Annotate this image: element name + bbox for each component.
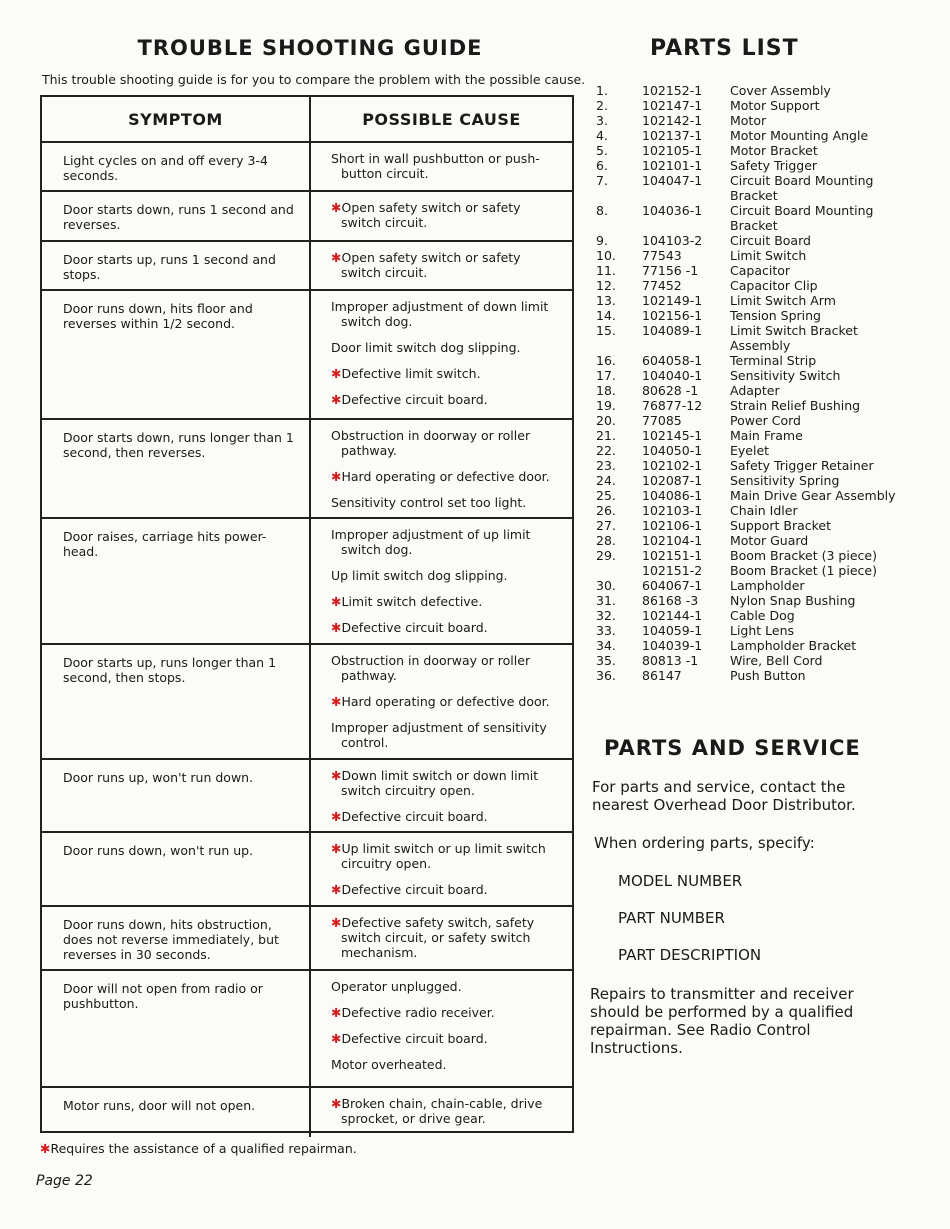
part-description: Motor Bracket	[730, 143, 818, 158]
part-description: Sensitivity Switch	[730, 368, 841, 383]
cause-text: Limit switch defective.	[341, 594, 483, 609]
part-index: 5.	[596, 143, 608, 158]
part-description: Nylon Snap Bushing	[730, 593, 856, 608]
cause-text: Hard operating or defective door.	[341, 469, 550, 484]
cause-cell	[311, 971, 572, 1086]
part-description: Tension Spring	[730, 308, 821, 323]
part-index: 36.	[596, 668, 616, 683]
list-item	[596, 428, 896, 443]
list-item	[596, 443, 896, 458]
part-index: 35.	[596, 653, 616, 668]
part-description: Light Lens	[730, 623, 795, 638]
list-item	[596, 473, 896, 488]
cause-text: Defective limit switch.	[341, 366, 481, 381]
part-index: 20.	[596, 413, 616, 428]
table-row	[42, 760, 572, 833]
part-description: Boom Bracket (1 piece)	[730, 563, 877, 578]
cause-item	[331, 340, 560, 355]
cause-text: Door limit switch dog slipping.	[331, 340, 521, 355]
cause-item	[331, 694, 560, 709]
part-number: 102147-1	[642, 98, 703, 113]
part-description: Circuit Board Mounting Bracket	[730, 203, 874, 233]
part-index: 9.	[596, 233, 608, 248]
cause-text: Broken chain, chain-cable, drive sprocket, or drive gear.	[341, 1096, 543, 1126]
part-index: 1.	[596, 83, 608, 98]
part-index: 6.	[596, 158, 608, 173]
cause-item	[331, 527, 560, 557]
part-number: 104040-1	[642, 368, 703, 383]
symptom-column-header: SYMPTOM	[42, 97, 311, 141]
symptom-cell: Door runs down, hits obstruction, does not reverse immediately, but reverses in 30 seconds.	[42, 907, 311, 969]
parts-service-contact: For parts and service, contact the nearest Overhead Door Distributor.	[592, 778, 856, 814]
asterisk-icon: ✱	[331, 915, 342, 930]
part-number: 102137-1	[642, 128, 703, 143]
list-item	[596, 98, 896, 113]
part-index: 30.	[596, 578, 616, 593]
troubleshooting-title: TROUBLE SHOOTING GUIDE	[137, 36, 483, 60]
cause-text: Hard operating or defective door.	[341, 694, 550, 709]
parts-service-title: PARTS AND SERVICE	[604, 736, 861, 760]
part-index: 32.	[596, 608, 616, 623]
list-item	[596, 128, 896, 143]
list-item	[596, 308, 896, 323]
list-item	[596, 233, 896, 248]
part-number: 102151-1	[642, 548, 703, 563]
asterisk-icon: ✱	[40, 1141, 51, 1156]
symptom-cell: Door runs down, hits floor and reverses within 1/2 second.	[42, 291, 311, 418]
cause-item	[331, 392, 560, 407]
part-description: Limit Switch	[730, 248, 807, 263]
part-number: 102087-1	[642, 473, 703, 488]
asterisk-icon: ✱	[331, 841, 342, 856]
troubleshooting-table	[40, 95, 574, 1133]
part-number: 102105-1	[642, 143, 703, 158]
table-row	[42, 907, 572, 971]
part-number: 102151-2	[642, 563, 703, 578]
part-description: Motor	[730, 113, 767, 128]
troubleshooting-intro: This trouble shooting guide is for you to compare the problem with the possible cause.	[42, 72, 586, 87]
list-item	[596, 458, 896, 473]
asterisk-icon: ✱	[331, 469, 342, 484]
cause-item	[331, 979, 560, 994]
part-description: Limit Switch Arm	[730, 293, 836, 308]
part-index: 23.	[596, 458, 616, 473]
part-number: 102102-1	[642, 458, 703, 473]
part-index: 2.	[596, 98, 608, 113]
part-number: 604067-1	[642, 578, 703, 593]
asterisk-icon: ✱	[331, 809, 342, 824]
cause-item	[331, 882, 560, 897]
part-index: 7.	[596, 173, 608, 188]
part-number: 80628 -1	[642, 383, 699, 398]
part-number: 77543	[642, 248, 682, 263]
part-description: Support Bracket	[730, 518, 832, 533]
part-number: 104036-1	[642, 203, 703, 218]
cause-text: Improper adjustment of down limit switch dog.	[331, 299, 549, 329]
list-item	[596, 503, 896, 518]
asterisk-icon: ✱	[331, 620, 342, 635]
cause-item	[331, 809, 560, 824]
part-index: 25.	[596, 488, 616, 503]
symptom-cell: Door starts down, runs 1 second and reverses.	[42, 192, 311, 240]
cause-item	[331, 151, 560, 181]
spec-part-number: PART NUMBER	[618, 909, 725, 927]
list-item	[596, 488, 896, 503]
part-index: 34.	[596, 638, 616, 653]
page-number: Page 22	[36, 1173, 93, 1189]
list-item	[596, 173, 896, 203]
part-number: 77452	[642, 278, 682, 293]
cause-item	[331, 495, 560, 510]
part-description: Power Cord	[730, 413, 801, 428]
parts-list	[596, 83, 896, 683]
cause-text: Defective circuit board.	[341, 392, 488, 407]
part-description: Circuit Board Mounting Bracket	[730, 173, 874, 203]
part-index: 27.	[596, 518, 616, 533]
table-header	[42, 97, 572, 143]
symptom-cell: Door starts up, runs 1 second and stops.	[42, 242, 311, 289]
footnote-text: Requires the assistance of a qualified repairman.	[50, 1141, 357, 1156]
part-description: Eyelet	[730, 443, 770, 458]
table-row	[42, 833, 572, 907]
cause-text: Obstruction in doorway or roller pathway.	[331, 428, 531, 458]
part-description: Strain Relief Bushing	[730, 398, 861, 413]
list-item	[596, 668, 896, 683]
cause-cell	[311, 519, 572, 643]
part-number: 104103-2	[642, 233, 703, 248]
part-index: 17.	[596, 368, 616, 383]
asterisk-icon: ✱	[331, 882, 342, 897]
cause-cell	[311, 420, 572, 517]
footnote	[40, 1141, 357, 1156]
part-number: 102106-1	[642, 518, 703, 533]
part-description: Capacitor Clip	[730, 278, 818, 293]
cause-item	[331, 428, 560, 458]
part-description: Lampholder Bracket	[730, 638, 857, 653]
part-description: Cable Dog	[730, 608, 795, 623]
cause-item	[331, 200, 560, 230]
table-row	[42, 291, 572, 420]
table-row	[42, 519, 572, 645]
list-item	[596, 158, 896, 173]
part-description: Motor Support	[730, 98, 820, 113]
part-description: Adapter	[730, 383, 780, 398]
part-number: 80813 -1	[642, 653, 699, 668]
cause-text: Down limit switch or down limit switch circuitry open.	[341, 768, 539, 798]
cause-text: Defective circuit board.	[341, 1031, 488, 1046]
table-row	[42, 645, 572, 760]
asterisk-icon: ✱	[331, 250, 342, 265]
part-description: Safety Trigger	[730, 158, 818, 173]
cause-item	[331, 620, 560, 635]
part-description: Cover Assembly	[730, 83, 831, 98]
part-number: 104089-1	[642, 323, 703, 338]
list-item	[596, 593, 896, 608]
part-index: 33.	[596, 623, 616, 638]
asterisk-icon: ✱	[331, 200, 342, 215]
cause-cell	[311, 760, 572, 831]
asterisk-icon: ✱	[331, 1031, 342, 1046]
part-index: 3.	[596, 113, 608, 128]
list-item	[596, 608, 896, 623]
part-number: 604058-1	[642, 353, 703, 368]
part-description: Sensitivity Spring	[730, 473, 840, 488]
part-description: Main Frame	[730, 428, 803, 443]
list-item	[596, 293, 896, 308]
part-number: 104039-1	[642, 638, 703, 653]
table-row	[42, 143, 572, 192]
list-item	[596, 398, 896, 413]
cause-item	[331, 1057, 560, 1072]
cause-item	[331, 366, 560, 381]
list-item	[596, 518, 896, 533]
cause-text: Improper adjustment of up limit switch dog.	[331, 527, 531, 557]
cause-text: Open safety switch or safety switch circuit.	[341, 200, 521, 230]
part-description: Main Drive Gear Assembly	[730, 488, 896, 503]
table-row	[42, 1088, 572, 1137]
table-row	[42, 242, 572, 291]
list-item	[596, 533, 896, 548]
part-index: 13.	[596, 293, 616, 308]
part-description: Push Button	[730, 668, 806, 683]
part-number: 77156 -1	[642, 263, 699, 278]
cause-text: Sensitivity control set too light.	[331, 495, 527, 510]
list-item	[596, 623, 896, 638]
part-index: 26.	[596, 503, 616, 518]
part-number: 102142-1	[642, 113, 703, 128]
part-index: 31.	[596, 593, 616, 608]
part-description: Motor Mounting Angle	[730, 128, 869, 143]
part-number: 104059-1	[642, 623, 703, 638]
part-index: 29.	[596, 548, 616, 563]
list-item	[596, 548, 896, 563]
part-index	[596, 563, 642, 578]
part-index: 28.	[596, 533, 616, 548]
list-item	[596, 323, 896, 353]
part-index: 12.	[596, 278, 616, 293]
list-item	[596, 278, 896, 293]
asterisk-icon: ✱	[331, 1005, 342, 1020]
part-index: 21.	[596, 428, 616, 443]
cause-text: Defective circuit board.	[341, 809, 488, 824]
table-row	[42, 192, 572, 242]
part-number: 104086-1	[642, 488, 703, 503]
parts-service-ordering: When ordering parts, specify:	[594, 834, 815, 852]
cause-cell	[311, 143, 572, 190]
cause-cell	[311, 907, 572, 969]
table-body	[42, 143, 572, 1137]
part-number: 86147	[642, 668, 682, 683]
symptom-cell: Light cycles on and off every 3-4 seconds.	[42, 143, 311, 190]
symptom-cell: Door runs up, won't run down.	[42, 760, 311, 831]
symptom-cell: Door will not open from radio or pushbutton.	[42, 971, 311, 1086]
list-item	[596, 248, 896, 263]
part-number: 102149-1	[642, 293, 703, 308]
spec-part-description: PART DESCRIPTION	[618, 946, 762, 964]
cause-text: Improper adjustment of sensitivity control.	[331, 720, 547, 750]
list-item	[596, 83, 896, 98]
cause-column-header: POSSIBLE CAUSE	[362, 109, 521, 129]
list-item	[596, 383, 896, 398]
cause-item	[331, 1031, 560, 1046]
part-number: 102144-1	[642, 608, 703, 623]
cause-cell	[311, 1088, 572, 1137]
part-number: 102101-1	[642, 158, 703, 173]
cause-text: Open safety switch or safety switch circuit.	[341, 250, 521, 280]
parts-list-title: PARTS LIST	[650, 36, 799, 61]
symptom-cell: Door runs down, won't run up.	[42, 833, 311, 905]
symptom-cell: Door starts down, runs longer than 1 second, then reverses.	[42, 420, 311, 517]
cause-cell	[311, 291, 572, 418]
part-number: 102104-1	[642, 533, 703, 548]
part-description: Safety Trigger Retainer	[730, 458, 874, 473]
list-item	[596, 638, 896, 653]
asterisk-icon: ✱	[331, 392, 342, 407]
spec-model-number: MODEL NUMBER	[618, 872, 743, 890]
cause-item	[331, 299, 560, 329]
asterisk-icon: ✱	[331, 694, 342, 709]
part-description: Wire, Bell Cord	[730, 653, 823, 668]
cause-text: Defective circuit board.	[341, 882, 488, 897]
cause-cell	[311, 833, 572, 905]
part-number: 102152-1	[642, 83, 703, 98]
cause-text: Motor overheated.	[331, 1057, 447, 1072]
part-description: Motor Guard	[730, 533, 809, 548]
part-index: 4.	[596, 128, 608, 143]
part-index: 11.	[596, 263, 616, 278]
list-item	[596, 563, 896, 578]
part-number: 77085	[642, 413, 682, 428]
cause-item	[331, 653, 560, 683]
list-item	[596, 653, 896, 668]
list-item	[596, 578, 896, 593]
part-description: Circuit Board	[730, 233, 811, 248]
cause-item	[331, 768, 560, 798]
symptom-cell: Door starts up, runs longer than 1 second, then stops.	[42, 645, 311, 758]
cause-item	[331, 915, 560, 960]
part-index: 15.	[596, 323, 616, 338]
cause-text: Defective safety switch, safety switch circuit, or safety switch mechanism.	[341, 915, 535, 960]
cause-item	[331, 1005, 560, 1020]
asterisk-icon: ✱	[331, 594, 342, 609]
asterisk-icon: ✱	[331, 1096, 342, 1111]
part-number: 102145-1	[642, 428, 703, 443]
part-number: 104050-1	[642, 443, 703, 458]
part-index: 16.	[596, 353, 616, 368]
cause-cell	[311, 242, 572, 289]
list-item	[596, 203, 896, 233]
part-description: Boom Bracket (3 piece)	[730, 548, 877, 563]
cause-item	[331, 594, 560, 609]
cause-text: Up limit switch or up limit switch circuitry open.	[341, 841, 546, 871]
cause-text: Short in wall pushbutton or push-button circuit.	[331, 151, 540, 181]
part-description: Capacitor	[730, 263, 791, 278]
cause-cell	[311, 645, 572, 758]
cause-text: Defective radio receiver.	[341, 1005, 495, 1020]
cause-text: Operator unplugged.	[331, 979, 462, 994]
list-item	[596, 113, 896, 128]
symptom-cell: Motor runs, door will not open.	[42, 1088, 311, 1137]
cause-text: Obstruction in doorway or roller pathway.	[331, 653, 531, 683]
part-index: 22.	[596, 443, 616, 458]
list-item	[596, 413, 896, 428]
list-item	[596, 353, 896, 368]
part-index: 10.	[596, 248, 616, 263]
cause-item	[331, 841, 560, 871]
cause-item	[331, 720, 560, 750]
part-index: 19.	[596, 398, 616, 413]
list-item	[596, 263, 896, 278]
part-index: 18.	[596, 383, 616, 398]
part-index: 24.	[596, 473, 616, 488]
part-description: Lampholder	[730, 578, 805, 593]
part-description: Terminal Strip	[730, 353, 817, 368]
asterisk-icon: ✱	[331, 768, 342, 783]
cause-text: Up limit switch dog slipping.	[331, 568, 508, 583]
part-number: 102103-1	[642, 503, 703, 518]
parts-service-repairs: Repairs to transmitter and receiver should be performed by a qualified repairman. See Radio Control Instructions.	[590, 985, 854, 1057]
part-number: 86168 -3	[642, 593, 699, 608]
part-description: Limit Switch Bracket Assembly	[730, 323, 858, 353]
part-index: 14.	[596, 308, 616, 323]
list-item	[596, 143, 896, 158]
list-item	[596, 368, 896, 383]
cause-item	[331, 568, 560, 583]
cause-item	[331, 469, 560, 484]
table-row	[42, 420, 572, 519]
part-number: 102156-1	[642, 308, 703, 323]
table-row	[42, 971, 572, 1088]
cause-item	[331, 1096, 560, 1126]
symptom-cell: Door raises, carriage hits power-head.	[42, 519, 311, 643]
cause-cell	[311, 192, 572, 240]
part-index: 8.	[596, 203, 608, 218]
part-description: Chain Idler	[730, 503, 798, 518]
cause-item	[331, 250, 560, 280]
part-number: 104047-1	[642, 173, 703, 188]
cause-text: Defective circuit board.	[341, 620, 488, 635]
asterisk-icon: ✱	[331, 366, 342, 381]
part-number: 76877-12	[642, 398, 703, 413]
